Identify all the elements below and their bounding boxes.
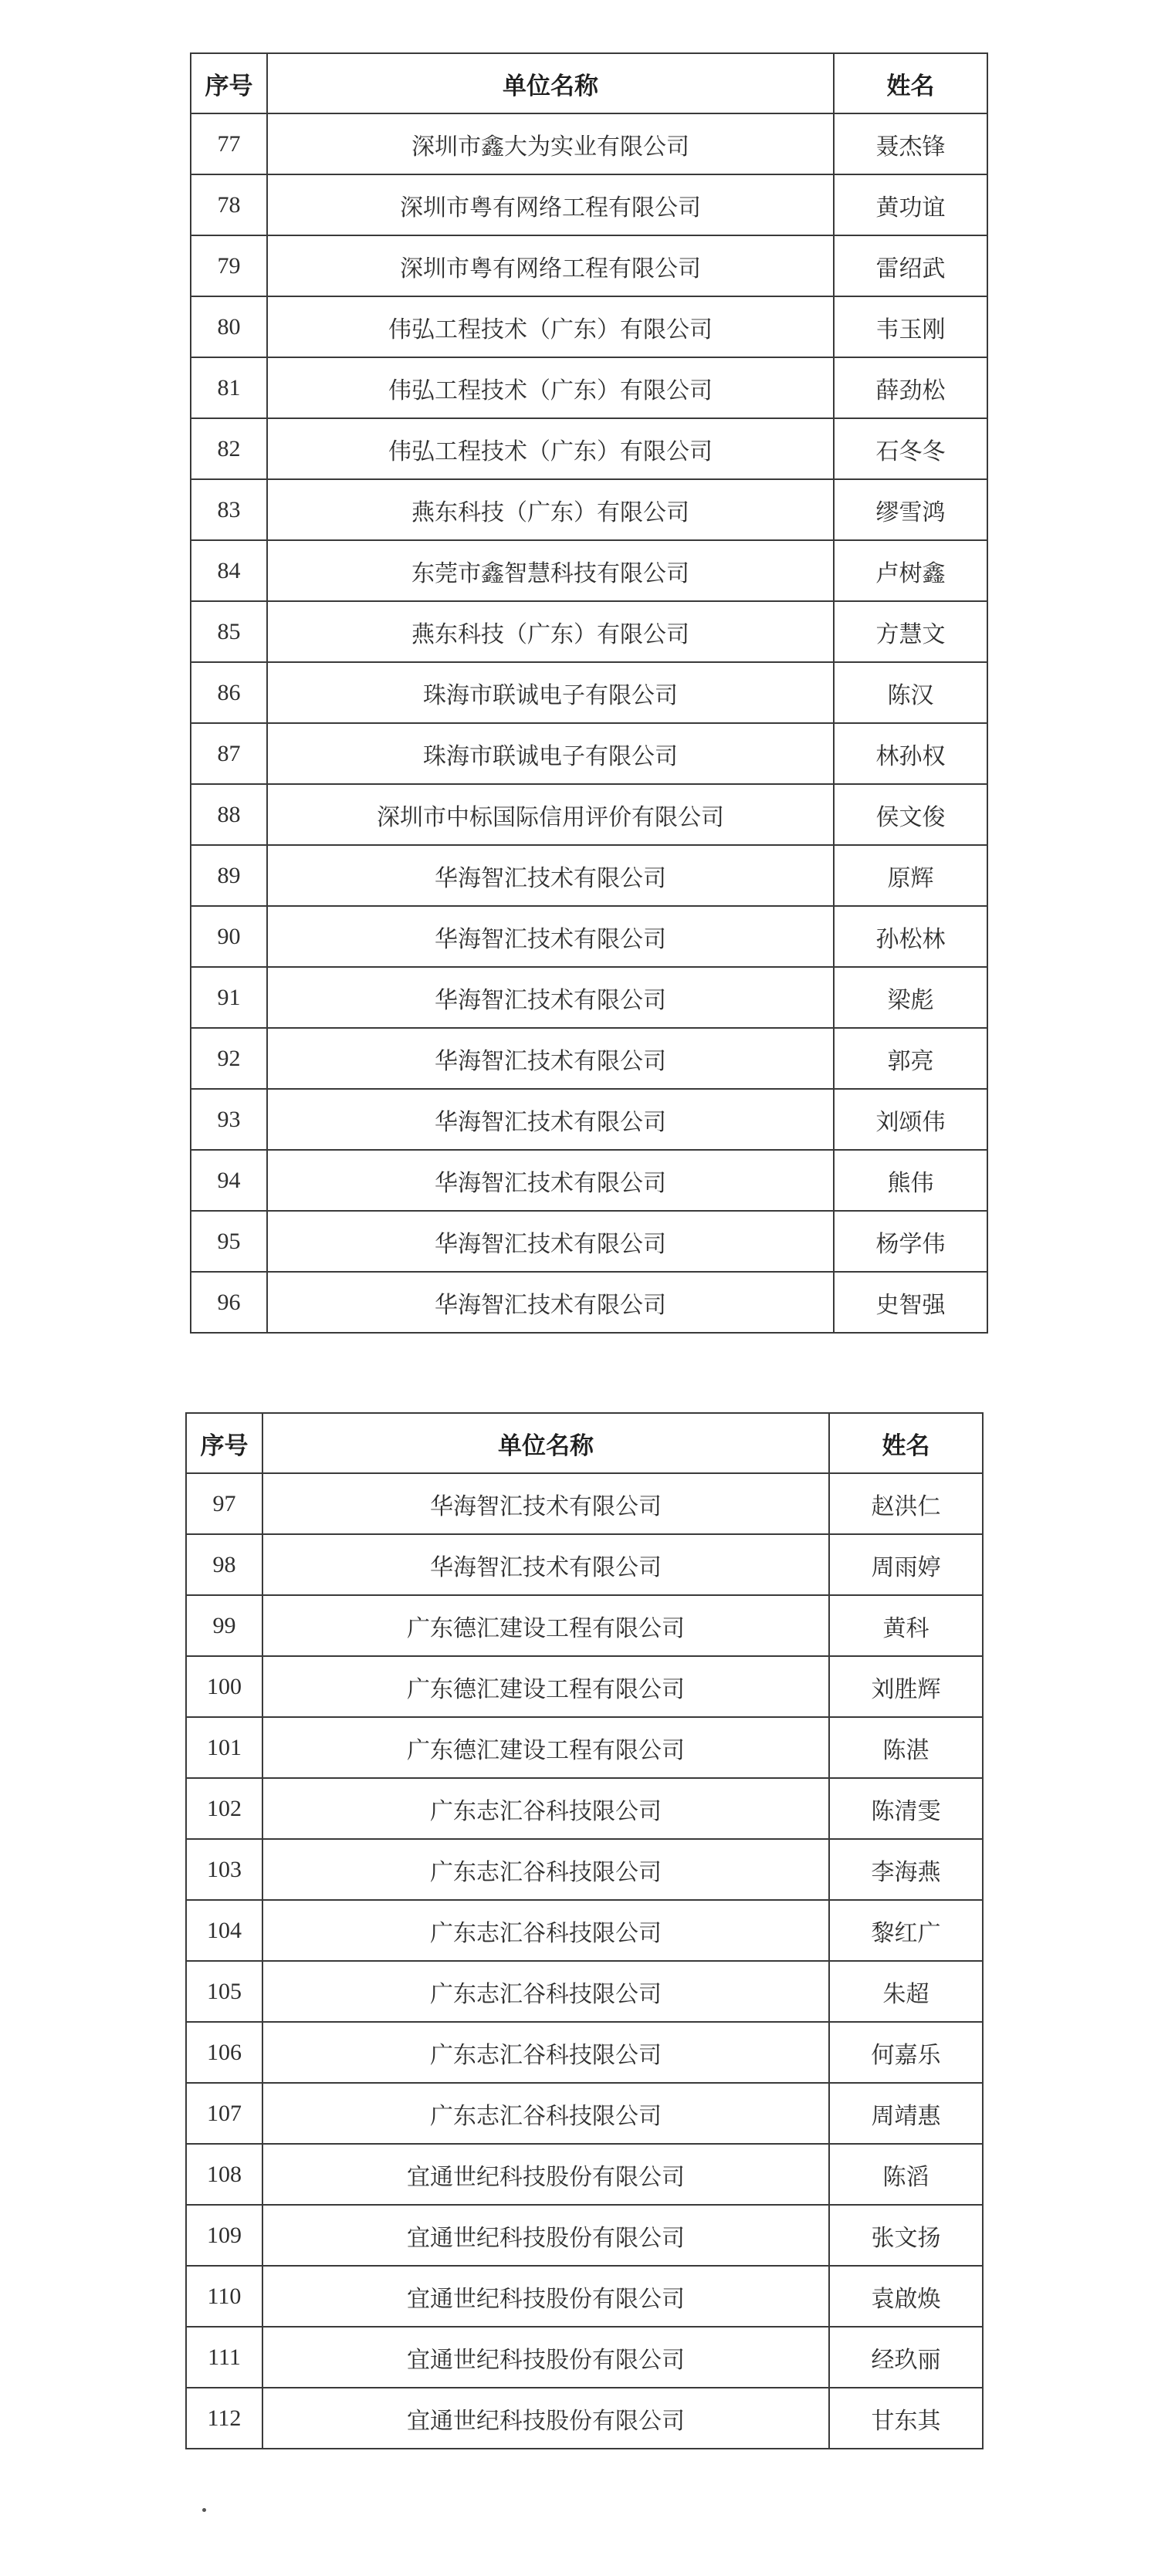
person-name-cell: 黎红广 <box>829 1900 983 1961</box>
person-name-cell: 赵洪仁 <box>829 1473 983 1534</box>
unit-name-cell: 广东志汇谷科技限公司 <box>262 2022 829 2083</box>
person-name-cell: 孙松林 <box>834 906 987 967</box>
serial-number-cell: 85 <box>191 601 267 662</box>
table-row <box>191 1028 987 1089</box>
person-name-cell: 韦玉刚 <box>834 296 987 357</box>
header-serial-number: 序号 <box>186 1413 262 1473</box>
unit-name-cell: 深圳市粤有网络工程有限公司 <box>267 235 834 296</box>
unit-name-cell: 深圳市中标国际信用评价有限公司 <box>267 784 834 845</box>
header-serial-number: 序号 <box>191 53 267 113</box>
unit-name-cell: 宜通世纪科技股份有限公司 <box>262 2266 829 2327</box>
serial-number-cell: 77 <box>191 113 267 174</box>
serial-number-cell: 104 <box>186 1900 262 1961</box>
unit-name-cell: 伟弘工程技术（广东）有限公司 <box>267 296 834 357</box>
serial-number-cell: 88 <box>191 784 267 845</box>
roster-table-1 <box>190 52 988 1334</box>
person-name-cell: 陈滔 <box>829 2144 983 2205</box>
serial-number-cell: 78 <box>191 174 267 235</box>
person-name-cell: 朱超 <box>829 1961 983 2022</box>
table-row <box>191 540 987 601</box>
unit-name-cell: 广东志汇谷科技限公司 <box>262 1778 829 1839</box>
serial-number-cell: 81 <box>191 357 267 418</box>
unit-name-cell: 广东志汇谷科技限公司 <box>262 2083 829 2144</box>
unit-name-cell: 伟弘工程技术（广东）有限公司 <box>267 418 834 479</box>
table-header-row <box>191 53 987 113</box>
person-name-cell: 雷绍武 <box>834 235 987 296</box>
table-row <box>191 784 987 845</box>
table-row <box>191 235 987 296</box>
person-name-cell: 周靖惠 <box>829 2083 983 2144</box>
serial-number-cell: 84 <box>191 540 267 601</box>
table-row <box>186 1778 983 1839</box>
serial-number-cell: 107 <box>186 2083 262 2144</box>
person-name-cell: 林孙权 <box>834 723 987 784</box>
unit-name-cell: 宜通世纪科技股份有限公司 <box>262 2205 829 2266</box>
serial-number-cell: 82 <box>191 418 267 479</box>
person-name-cell: 刘胜辉 <box>829 1656 983 1717</box>
unit-name-cell: 华海智汇技术有限公司 <box>267 1211 834 1272</box>
unit-name-cell: 广东志汇谷科技限公司 <box>262 1839 829 1900</box>
unit-name-cell: 宜通世纪科技股份有限公司 <box>262 2327 829 2388</box>
person-name-cell: 薛劲松 <box>834 357 987 418</box>
unit-name-cell: 宜通世纪科技股份有限公司 <box>262 2388 829 2449</box>
table-row <box>191 1211 987 1272</box>
table-row <box>186 1595 983 1656</box>
unit-name-cell: 华海智汇技术有限公司 <box>267 845 834 906</box>
serial-number-cell: 110 <box>186 2266 262 2327</box>
unit-name-cell: 广东德汇建设工程有限公司 <box>262 1595 829 1656</box>
person-name-cell: 刘颂伟 <box>834 1089 987 1150</box>
table-row <box>191 723 987 784</box>
unit-name-cell: 华海智汇技术有限公司 <box>267 1150 834 1211</box>
unit-name-cell: 华海智汇技术有限公司 <box>262 1534 829 1595</box>
unit-name-cell: 珠海市联诚电子有限公司 <box>267 723 834 784</box>
serial-number-cell: 93 <box>191 1089 267 1150</box>
unit-name-cell: 华海智汇技术有限公司 <box>267 1089 834 1150</box>
person-name-cell: 黄科 <box>829 1595 983 1656</box>
serial-number-cell: 105 <box>186 1961 262 2022</box>
unit-name-cell: 广东德汇建设工程有限公司 <box>262 1717 829 1778</box>
unit-name-cell: 华海智汇技术有限公司 <box>267 1272 834 1333</box>
serial-number-cell: 79 <box>191 235 267 296</box>
person-name-cell: 陈湛 <box>829 1717 983 1778</box>
table-row <box>186 2205 983 2266</box>
unit-name-cell: 燕东科技（广东）有限公司 <box>267 601 834 662</box>
stray-dot <box>202 2508 206 2512</box>
serial-number-cell: 86 <box>191 662 267 723</box>
header-person-name: 姓名 <box>829 1413 983 1473</box>
person-name-cell: 史智强 <box>834 1272 987 1333</box>
person-name-cell: 梁彪 <box>834 967 987 1028</box>
person-name-cell: 周雨婷 <box>829 1534 983 1595</box>
unit-name-cell: 东莞市鑫智慧科技有限公司 <box>267 540 834 601</box>
table-row <box>186 1656 983 1717</box>
header-person-name: 姓名 <box>834 53 987 113</box>
table-row <box>191 418 987 479</box>
serial-number-cell: 101 <box>186 1717 262 1778</box>
table-row <box>186 1717 983 1778</box>
person-name-cell: 方慧文 <box>834 601 987 662</box>
serial-number-cell: 96 <box>191 1272 267 1333</box>
person-name-cell: 黄功谊 <box>834 174 987 235</box>
person-name-cell: 李海燕 <box>829 1839 983 1900</box>
table-row <box>186 2083 983 2144</box>
table-row <box>186 2327 983 2388</box>
table-row <box>186 2022 983 2083</box>
person-name-cell: 郭亮 <box>834 1028 987 1089</box>
person-name-cell: 聂杰锋 <box>834 113 987 174</box>
unit-name-cell: 华海智汇技术有限公司 <box>262 1473 829 1534</box>
table-row <box>191 1089 987 1150</box>
table-row <box>186 2388 983 2449</box>
unit-name-cell: 广东志汇谷科技限公司 <box>262 1900 829 1961</box>
person-name-cell: 缪雪鸿 <box>834 479 987 540</box>
unit-name-cell: 宜通世纪科技股份有限公司 <box>262 2144 829 2205</box>
table-row <box>191 906 987 967</box>
serial-number-cell: 89 <box>191 845 267 906</box>
table-row <box>191 845 987 906</box>
serial-number-cell: 95 <box>191 1211 267 1272</box>
person-name-cell: 袁啟焕 <box>829 2266 983 2327</box>
unit-name-cell: 华海智汇技术有限公司 <box>267 1028 834 1089</box>
unit-name-cell: 伟弘工程技术（广东）有限公司 <box>267 357 834 418</box>
serial-number-cell: 102 <box>186 1778 262 1839</box>
serial-number-cell: 80 <box>191 296 267 357</box>
table-row <box>191 967 987 1028</box>
serial-number-cell: 103 <box>186 1839 262 1900</box>
unit-name-cell: 深圳市粤有网络工程有限公司 <box>267 174 834 235</box>
serial-number-cell: 109 <box>186 2205 262 2266</box>
table-body <box>186 1473 983 2449</box>
header-unit-name: 单位名称 <box>262 1413 829 1473</box>
serial-number-cell: 92 <box>191 1028 267 1089</box>
person-name-cell: 陈汉 <box>834 662 987 723</box>
table-row <box>191 601 987 662</box>
unit-name-cell: 广东德汇建设工程有限公司 <box>262 1656 829 1717</box>
serial-number-cell: 90 <box>191 906 267 967</box>
table-row <box>191 357 987 418</box>
table-row <box>186 2144 983 2205</box>
table-row <box>186 1961 983 2022</box>
unit-name-cell: 广东志汇谷科技限公司 <box>262 1961 829 2022</box>
person-name-cell: 卢树鑫 <box>834 540 987 601</box>
serial-number-cell: 99 <box>186 1595 262 1656</box>
unit-name-cell: 珠海市联诚电子有限公司 <box>267 662 834 723</box>
person-name-cell: 张文扬 <box>829 2205 983 2266</box>
unit-name-cell: 燕东科技（广东）有限公司 <box>267 479 834 540</box>
unit-name-cell: 华海智汇技术有限公司 <box>267 906 834 967</box>
table-header-row <box>186 1413 983 1473</box>
person-name-cell: 原辉 <box>834 845 987 906</box>
serial-number-cell: 97 <box>186 1473 262 1534</box>
table-row <box>191 662 987 723</box>
unit-name-cell: 深圳市鑫大为实业有限公司 <box>267 113 834 174</box>
table-row <box>186 1534 983 1595</box>
table-body <box>191 113 987 1333</box>
person-name-cell: 熊伟 <box>834 1150 987 1211</box>
serial-number-cell: 94 <box>191 1150 267 1211</box>
serial-number-cell: 111 <box>186 2327 262 2388</box>
serial-number-cell: 108 <box>186 2144 262 2205</box>
table-row <box>186 2266 983 2327</box>
person-name-cell: 何嘉乐 <box>829 2022 983 2083</box>
table-row <box>191 1150 987 1211</box>
person-name-cell: 石冬冬 <box>834 418 987 479</box>
person-name-cell: 侯文俊 <box>834 784 987 845</box>
table-row <box>186 1900 983 1961</box>
serial-number-cell: 106 <box>186 2022 262 2083</box>
person-name-cell: 甘东其 <box>829 2388 983 2449</box>
person-name-cell: 经玖丽 <box>829 2327 983 2388</box>
table-row <box>191 174 987 235</box>
person-name-cell: 杨学伟 <box>834 1211 987 1272</box>
table-row <box>191 113 987 174</box>
table-row <box>191 1272 987 1333</box>
table-row <box>191 296 987 357</box>
serial-number-cell: 91 <box>191 967 267 1028</box>
table-row <box>191 479 987 540</box>
serial-number-cell: 83 <box>191 479 267 540</box>
serial-number-cell: 100 <box>186 1656 262 1717</box>
serial-number-cell: 112 <box>186 2388 262 2449</box>
person-name-cell: 陈清雯 <box>829 1778 983 1839</box>
serial-number-cell: 98 <box>186 1534 262 1595</box>
serial-number-cell: 87 <box>191 723 267 784</box>
table-row <box>186 1839 983 1900</box>
header-unit-name: 单位名称 <box>267 53 834 113</box>
roster-table-2 <box>185 1412 984 2449</box>
table-row <box>186 1473 983 1534</box>
unit-name-cell: 华海智汇技术有限公司 <box>267 967 834 1028</box>
